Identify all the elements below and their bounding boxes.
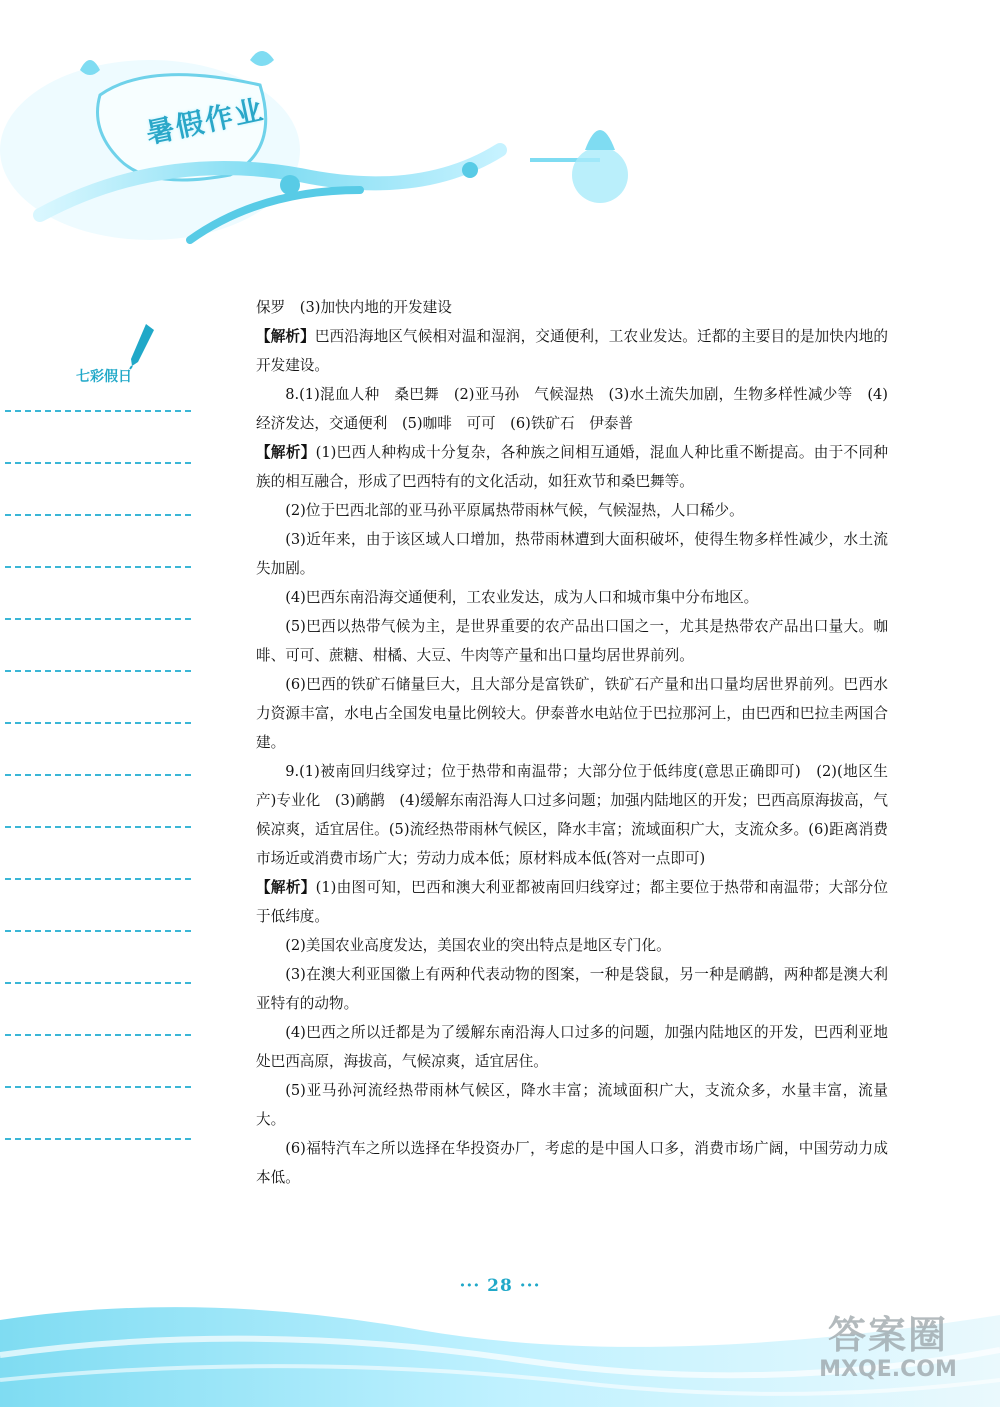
paragraph: (2)美国农业高度发达，美国农业的突出特点是地区专门化。	[285, 937, 671, 954]
paragraph: 保罗 (3)加快内地的开发建设	[256, 299, 452, 316]
watermark-text: 答案圈	[827, 1313, 948, 1357]
paragraph: 【解析】巴西沿海地区气候相对温和湿润，交通便利，工农业发达。迁都的主要目的是加快内地的开发建设。	[256, 328, 888, 374]
page-number: ··· 28 ···	[459, 1276, 541, 1296]
note-line	[5, 618, 191, 620]
note-lines	[5, 410, 191, 1190]
note-line	[5, 982, 191, 984]
note-line	[5, 410, 191, 412]
note-line	[5, 566, 191, 568]
analysis-tag: 【解析】	[256, 444, 316, 461]
note-line	[5, 514, 191, 516]
watermark-url: MXQE.COM	[819, 1357, 957, 1382]
note-line	[5, 930, 191, 932]
paragraph: (2)位于巴西北部的亚马孙平原属热带雨林气候，气候湿热，人口稀少。	[285, 502, 744, 519]
paragraph: (3)在澳大利亚国徽上有两种代表动物的图案，一种是袋鼠，另一种是鸸鹋，两种都是澳大利亚特有的动物。	[256, 966, 888, 1012]
note-line	[5, 670, 191, 672]
header-decoration	[0, 0, 700, 250]
paragraph: (3)近年来，由于该区域人口增加，热带雨林遭到大面积破坏，使得生物多样性减少，水土流失加剧。	[256, 531, 888, 577]
paragraph: 【解析】(1)巴西人种构成十分复杂，各种族之间相互通婚，混血人种比重不断提高。由于不同种族的相互融合，形成了巴西特有的文化活动，如狂欢节和桑巴舞等。	[256, 444, 888, 490]
paragraph: (4)巴西之所以迁都是为了缓解东南沿海人口过多的问题，加强内陆地区的开发，巴西利亚地处巴西高原，海拔高，气候凉爽，适宜居住。	[256, 1024, 888, 1070]
watermark	[788, 1313, 988, 1393]
header-title: 暑假作业	[143, 92, 268, 151]
note-line	[5, 774, 191, 776]
note-line	[5, 1034, 191, 1036]
paragraph: (6)巴西的铁矿石储量巨大，且大部分是富铁矿，铁矿石产量和出口量均居世界前列。巴西水力资源丰富，水电占全国发电量比例较大。伊泰普水电站位于巴拉那河上，由巴西和巴拉圭两国合建。	[256, 676, 888, 751]
note-line	[5, 462, 191, 464]
analysis-tag: 【解析】	[256, 328, 315, 345]
paragraph: 【解析】(1)由图可知，巴西和澳大利亚都被南回归线穿过；都主要位于热带和南温带；大部分位于低纬度。	[256, 879, 888, 925]
paragraph: (6)福特汽车之所以选择在华投资办厂，考虑的是中国人口多，消费市场广阔，中国劳动力成本低。	[256, 1140, 888, 1186]
note-line	[5, 878, 191, 880]
note-line	[5, 722, 191, 724]
paragraph: (5)亚马孙河流经热带雨林气候区，降水丰富；流域面积广大，支流众多，水量丰富，流量大。	[256, 1082, 888, 1128]
analysis-tag: 【解析】	[256, 879, 316, 896]
paragraph: 8.(1)混血人种 桑巴舞 (2)亚马孙 气候湿热 (3)水土流失加剧，生物多样性减少等 (4)经济发达，交通便利 (5)咖啡 可可 (6)铁矿石 伊泰普	[256, 386, 888, 432]
note-line	[5, 826, 191, 828]
answer-content	[256, 293, 888, 1192]
note-line	[5, 1086, 191, 1088]
paragraph: 9.(1)被南回归线穿过；位于热带和南温带；大部分位于低纬度(意思正确即可) (2)(地区生产)专业化 (3)鸸鹋 (4)缓解东南沿海人口过多问题；加强内陆地区的开发；巴西高原海拔高，气候凉爽，适宜居住。(5)流经热带雨林气候区，降水丰富；流域面积广大，支流众多。(6)距离消费市场近或消费市场广大；劳动力成本低；原材料成本低(答对一点即可)	[256, 763, 888, 867]
pen-icon	[128, 322, 156, 370]
paragraph: (4)巴西东南沿海交通便利，工农业发达，成为人口和城市集中分布地区。	[285, 589, 759, 606]
note-line	[5, 1138, 191, 1140]
margin-label: 七彩假日	[76, 369, 132, 385]
paragraph: (5)巴西以热带气候为主，是世界重要的农产品出口国之一，尤其是热带农产品出口量大。咖啡、可可、蔗糖、柑橘、大豆、牛肉等产量和出口量均居世界前列。	[256, 618, 888, 664]
